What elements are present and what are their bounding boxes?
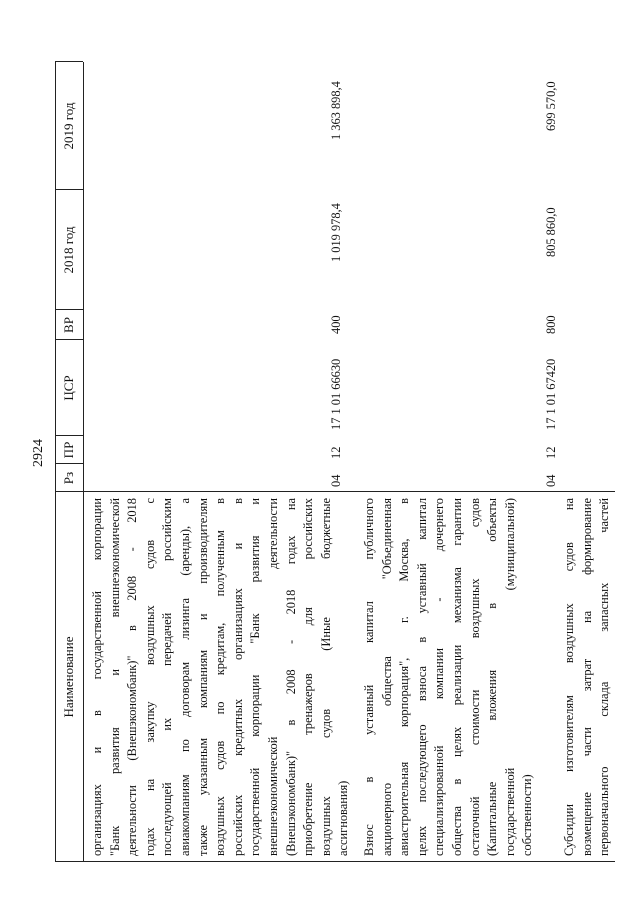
row-rz: 04 [329, 474, 343, 487]
row-rz: 04 [544, 474, 558, 487]
header-pr: ПР [61, 441, 76, 459]
budget-table [55, 62, 615, 862]
header-2019: 2019 год [61, 102, 76, 150]
table-row [85, 62, 365, 862]
row-pr: 12 [544, 446, 558, 459]
row-2019: 1 363 898,4 [329, 81, 343, 140]
row-name: организациях и в государственной корпорации "Банк развития и внешнеэкономической деятельности (Внешэкономбанк)" в 2008 - 2018 годах на закупку воздушных судов с последующей их передачей российским авиакомпаниям по договорам лизинга (аренды), а также указанным компаниям и производителям воздушных судов по кредитам, полученным в российских кредитных организациях и в государственной корпорации "Банк развития и внешнеэкономической деятельности (Внешэкономбанк)" в 2008 - 2018 годах на приобретение тренажеров для российских воздушных судов (Иные бюджетные ассигнования) [90, 498, 351, 856]
row-2018: 805 860,0 [544, 207, 558, 257]
row-2018: 1 019 978,4 [329, 203, 343, 262]
table-row [555, 62, 615, 862]
row-2019: 699 570,0 [544, 81, 558, 131]
row-vr: 800 [544, 315, 558, 334]
row-csr: 17 1 01 67420 [544, 358, 558, 430]
header-vr: ВР [61, 317, 76, 333]
row-csr: 17 1 01 66630 [329, 358, 343, 430]
row-name: Субсидии изготовителям воздушных судов на возмещение части затрат на формирование первоначального склада запасных частей [562, 498, 612, 856]
header-2018: 2018 год [61, 226, 76, 274]
page-number: 2924 [31, 439, 46, 467]
row-pr: 12 [329, 446, 343, 459]
header-csr: ЦСР [61, 375, 76, 401]
row-vr: 400 [329, 315, 343, 334]
header-bottom-line [83, 62, 84, 862]
header-rz: Рз [61, 471, 76, 485]
table-row [355, 62, 558, 862]
header-name: Наименование [61, 636, 76, 718]
row-name: Взнос в уставный капитал публичного акционерного общества "Объединенная авиастроительная корпорация", г. Москва, в целях последующего взноса в уставный капитал специализированной компании - дочернего общества в целях реализации механизма гарантии остаточной стоимости воздушных судов (Капитальные вложения в объекты государственной (муниципальной) собственности) [362, 498, 535, 856]
